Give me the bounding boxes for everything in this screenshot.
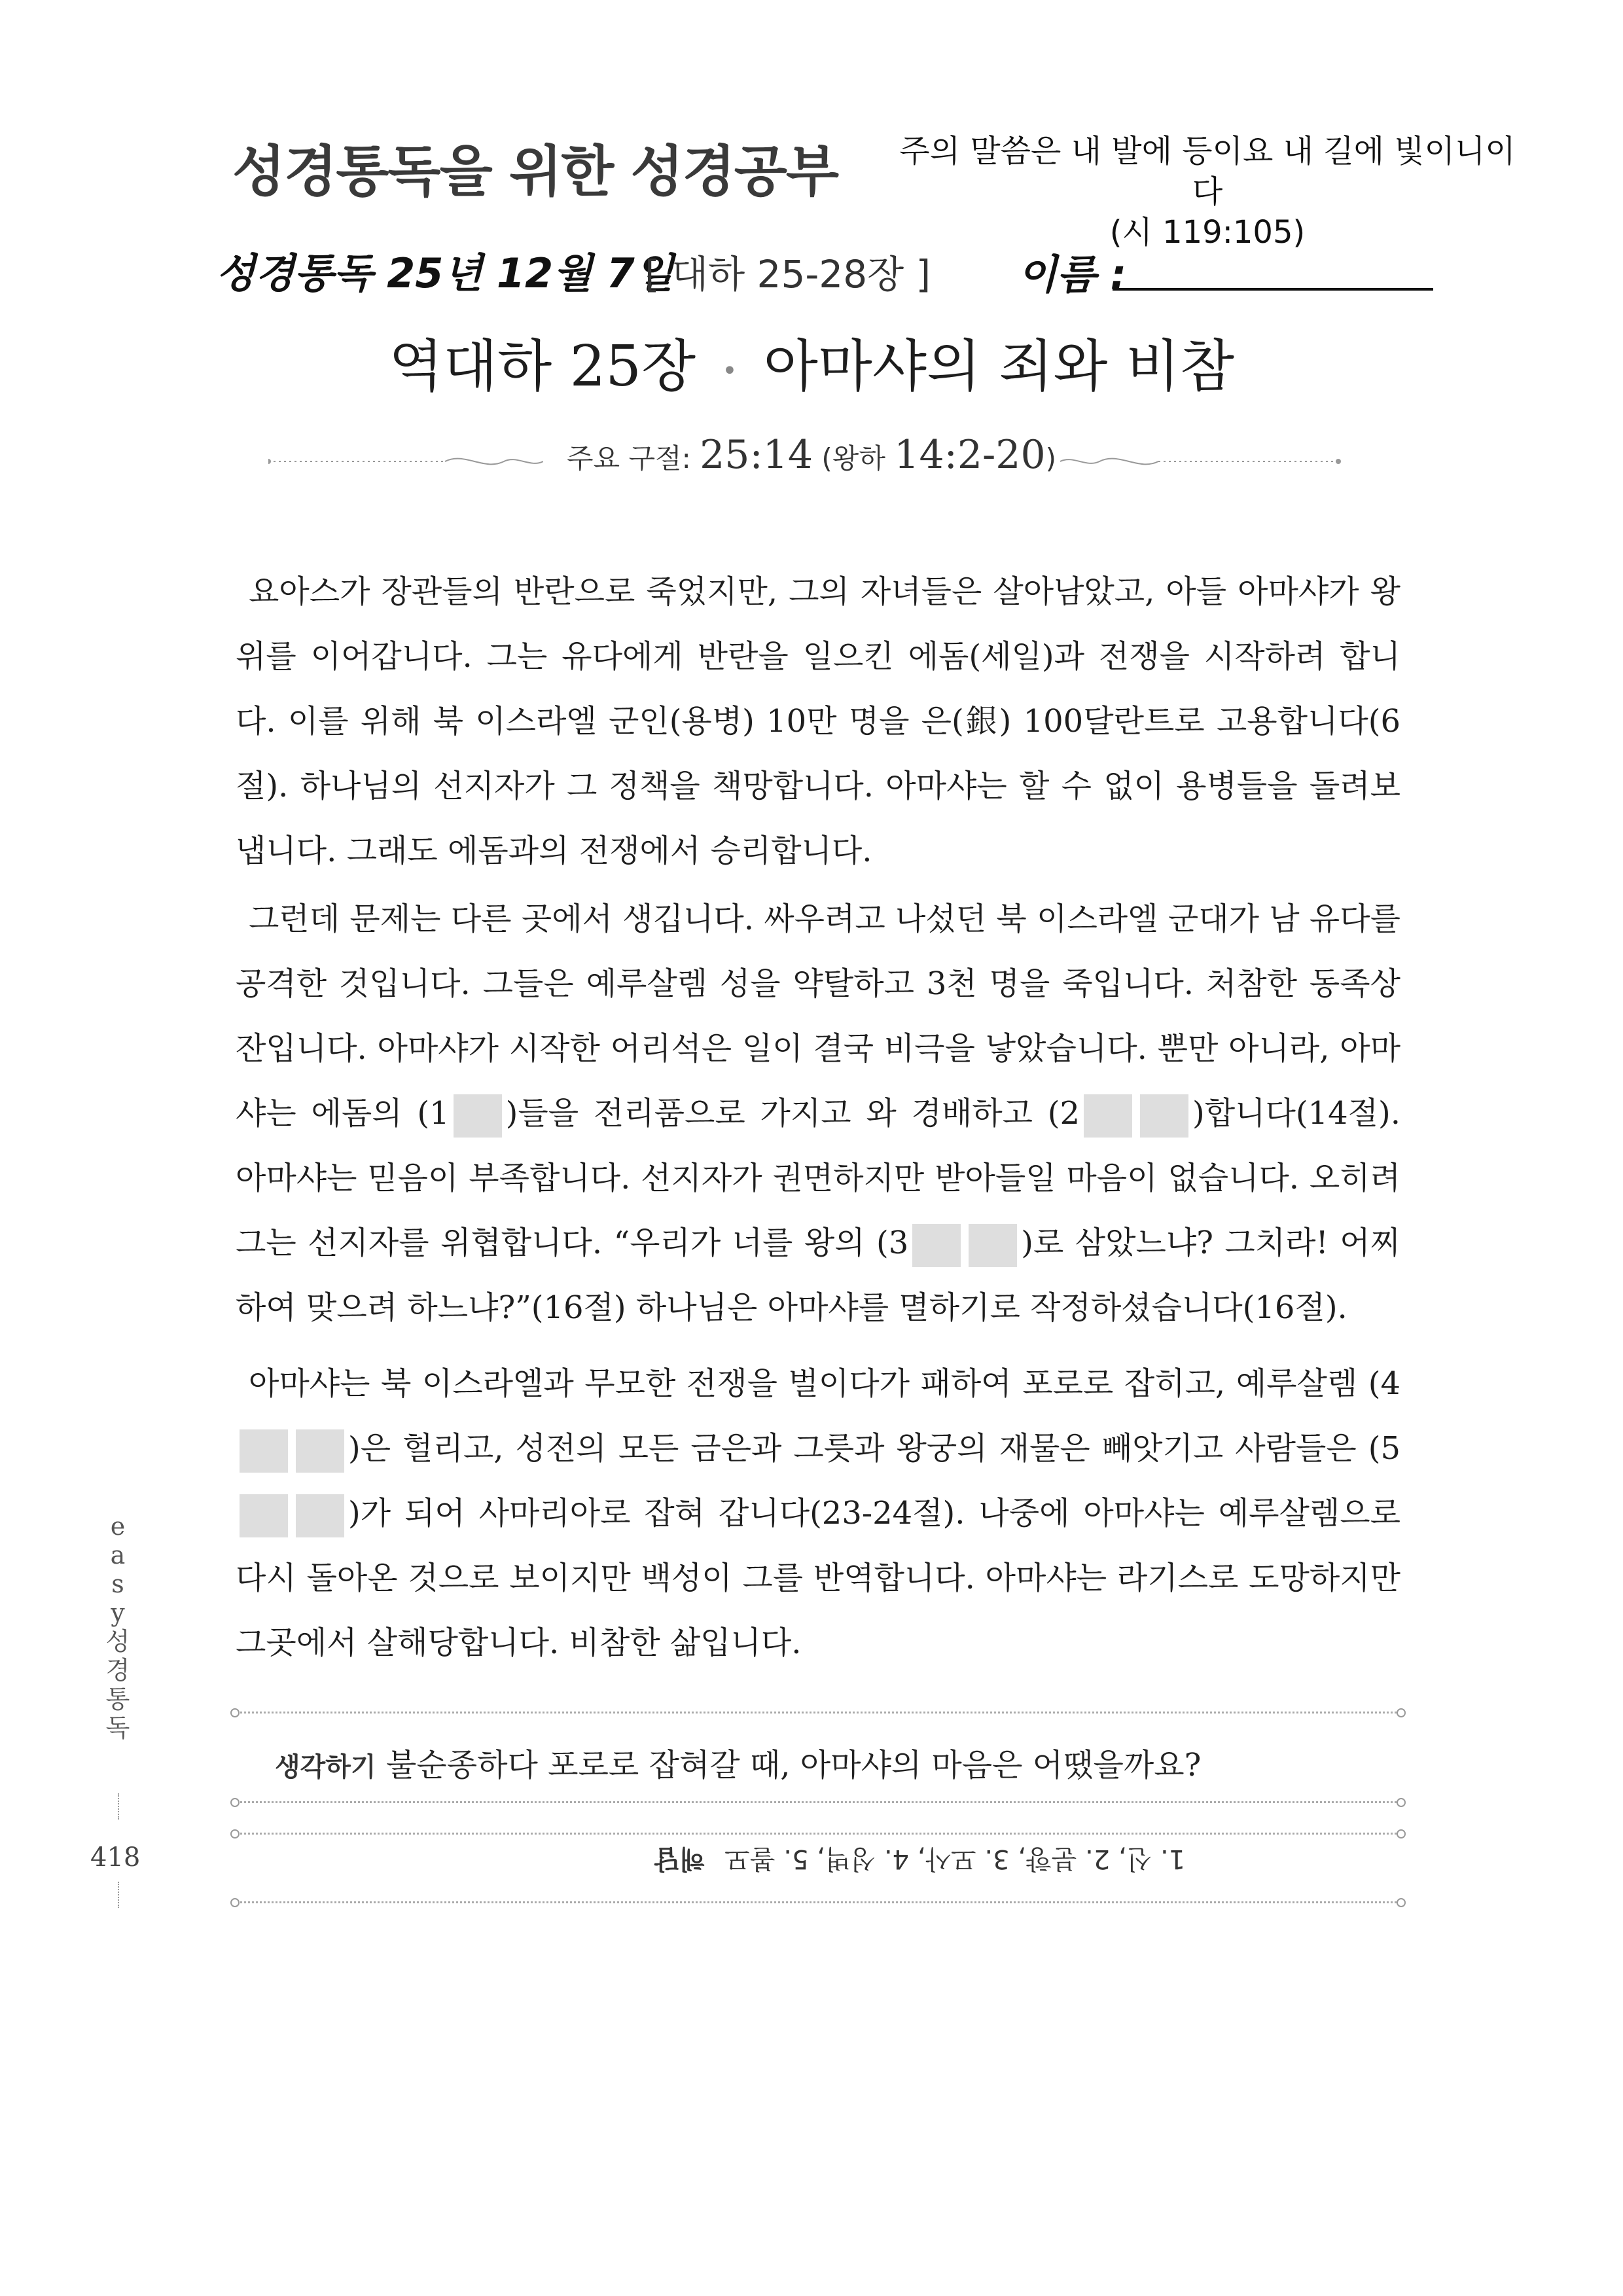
p3-text-b: )은 헐리고, 성전의 모든 금은과 그릇과 왕궁의 재물은 빼앗기고 사람들은 (5 xyxy=(348,1430,1400,1467)
side-title-char: 성 xyxy=(105,1627,130,1656)
paragraph-2 xyxy=(236,887,1400,1340)
side-title-char: 경 xyxy=(105,1656,130,1685)
page-number: 418 xyxy=(90,1842,141,1873)
right-ornament-icon xyxy=(1060,452,1342,471)
key-verse-label: 주요 구절: xyxy=(566,442,691,475)
think-top-rule xyxy=(236,1712,1400,1713)
side-letter: e xyxy=(110,1512,126,1541)
key-verse-ref: 25:14 xyxy=(700,432,813,478)
cross-ref: 14:2-20 xyxy=(894,432,1046,478)
name-write-line[interactable] xyxy=(1113,288,1433,291)
blank-2b[interactable] xyxy=(1140,1094,1188,1138)
think-label: 생각하기 xyxy=(275,1752,376,1782)
side-series-word xyxy=(101,1512,134,1627)
blank-1[interactable] xyxy=(454,1094,502,1138)
chapter-book: 역대하 25장 xyxy=(389,334,696,399)
motto-line-1: 주의 말씀은 내 발에 등이요 내 길에 빛이니이다 xyxy=(899,133,1516,210)
blank-5b[interactable] xyxy=(296,1494,344,1537)
side-title-char: 독 xyxy=(105,1713,130,1742)
p2-text-c: )합니다(14절). 아마샤는 믿음이 부족합니다. 선지자가 권면하지만 받아들일 마음이 없습니다. 오히려 그는 선지자를 위협합니다. “우리가 너를 왕의 (3 xyxy=(236,1095,1400,1261)
side-letter: y xyxy=(111,1598,125,1627)
answer-label: 해답 xyxy=(654,1844,705,1874)
blank-4b[interactable] xyxy=(296,1429,344,1473)
motto-line-2: (시 119:105) xyxy=(1109,214,1306,251)
side-letter: a xyxy=(110,1541,126,1570)
blank-2a[interactable] xyxy=(1084,1094,1132,1138)
answer-text: 1. 신, 2. 분향, 3. 모사, 4. 성벽, 5. 볼모 xyxy=(724,1844,1186,1874)
reading-date: 성경통독 25년 12월 7일 xyxy=(216,249,674,297)
side-title-char: 통 xyxy=(105,1685,130,1713)
side-divider-top xyxy=(118,1793,119,1820)
answer-key xyxy=(654,1842,1374,1880)
answer-bottom-rule xyxy=(236,1901,1400,1903)
think-bottom-rule xyxy=(236,1801,1400,1803)
blank-3a[interactable] xyxy=(912,1224,961,1267)
paragraph-3 xyxy=(236,1352,1400,1676)
key-verse xyxy=(0,432,1623,478)
reading-chapters: [ 대하 25-28장 ] xyxy=(645,252,931,296)
chapter-title xyxy=(0,321,1623,402)
p2-text-b: )들을 전리품으로 가지고 와 경배하고 (2 xyxy=(505,1095,1080,1132)
answer-top-rule xyxy=(236,1833,1400,1835)
think-question: 불순종하다 포로로 잡혀갈 때, 아마샤의 마음은 어땠을까요? xyxy=(386,1747,1202,1784)
cross-ref-suffix: ) xyxy=(1045,442,1057,475)
side-series-label xyxy=(101,1512,134,1742)
name-label: 이름 : xyxy=(1018,251,1127,298)
cross-ref-prefix: (왕하 xyxy=(821,442,885,475)
side-letter: s xyxy=(111,1570,124,1598)
blank-3b[interactable] xyxy=(969,1224,1017,1267)
blank-4a[interactable] xyxy=(240,1429,288,1473)
blank-5a[interactable] xyxy=(240,1494,288,1537)
p3-text-c: )가 되어 사마리아로 잡혀 갑니다(23-24절). 나중에 아마샤는 예루살렘으로 다시 돌아온 것으로 보이지만 백성이 그를 반역합니다. 아마샤는 라기스로 도망하지만 그곳에서 살해당합니다. 비참한 삶입니다. xyxy=(236,1495,1400,1661)
p2-text-a: 그런데 문제는 다른 곳에서 생깁니다. 싸우려고 나섰던 북 이스라엘 군대가 남 유다를 공격한 것입니다. 그들은 예루살렘 성을 약탈하고 3천 명을 죽입니다. 처참한 동족상잔입니다. 아마샤가 시작한 어리석은 일이 결국 비극을 낳았습니다. 뿐만 아니라, 아마샤는 에돔의 (1 xyxy=(236,901,1400,1132)
chapter-subtitle: 아마샤의 죄와 비참 xyxy=(763,334,1234,399)
side-title-chars xyxy=(101,1627,134,1742)
title-separator: • xyxy=(722,355,738,386)
side-divider-bottom xyxy=(118,1882,119,1908)
p2-text-d: )로 삼았느냐? 그치라! 어찌하여 맞으려 하느냐?”(16절) 하나님은 아마샤를 멸하기로 작정하셨습니다(16절). xyxy=(236,1225,1400,1326)
scripture-motto xyxy=(897,131,1518,253)
series-title: 성경통독을 위한 성경공부 xyxy=(232,139,838,204)
p3-text-a: 아마샤는 북 이스라엘과 무모한 전쟁을 벌이다가 패하여 포로로 잡히고, 예루살렘 (4 xyxy=(249,1365,1400,1402)
paragraph-1: 요아스가 장관들의 반란으로 죽었지만, 그의 자녀들은 살아남았고, 아들 아마샤가 왕위를 이어갑니다. 그는 유다에게 반란을 일으킨 에돔(세일)과 전쟁을 시작하려 합니다. 이를 위해 북 이스라엘 군인(용병) 10만 명을 은(銀) 100달란트로 고용합니다(6절). 하나님의 선지자가 그 정책을 책망합니다. 아마샤는 할 수 없이 용병들을 돌려보냅니다. 그래도 에돔과의 전쟁에서 승리합니다. xyxy=(236,573,1400,869)
